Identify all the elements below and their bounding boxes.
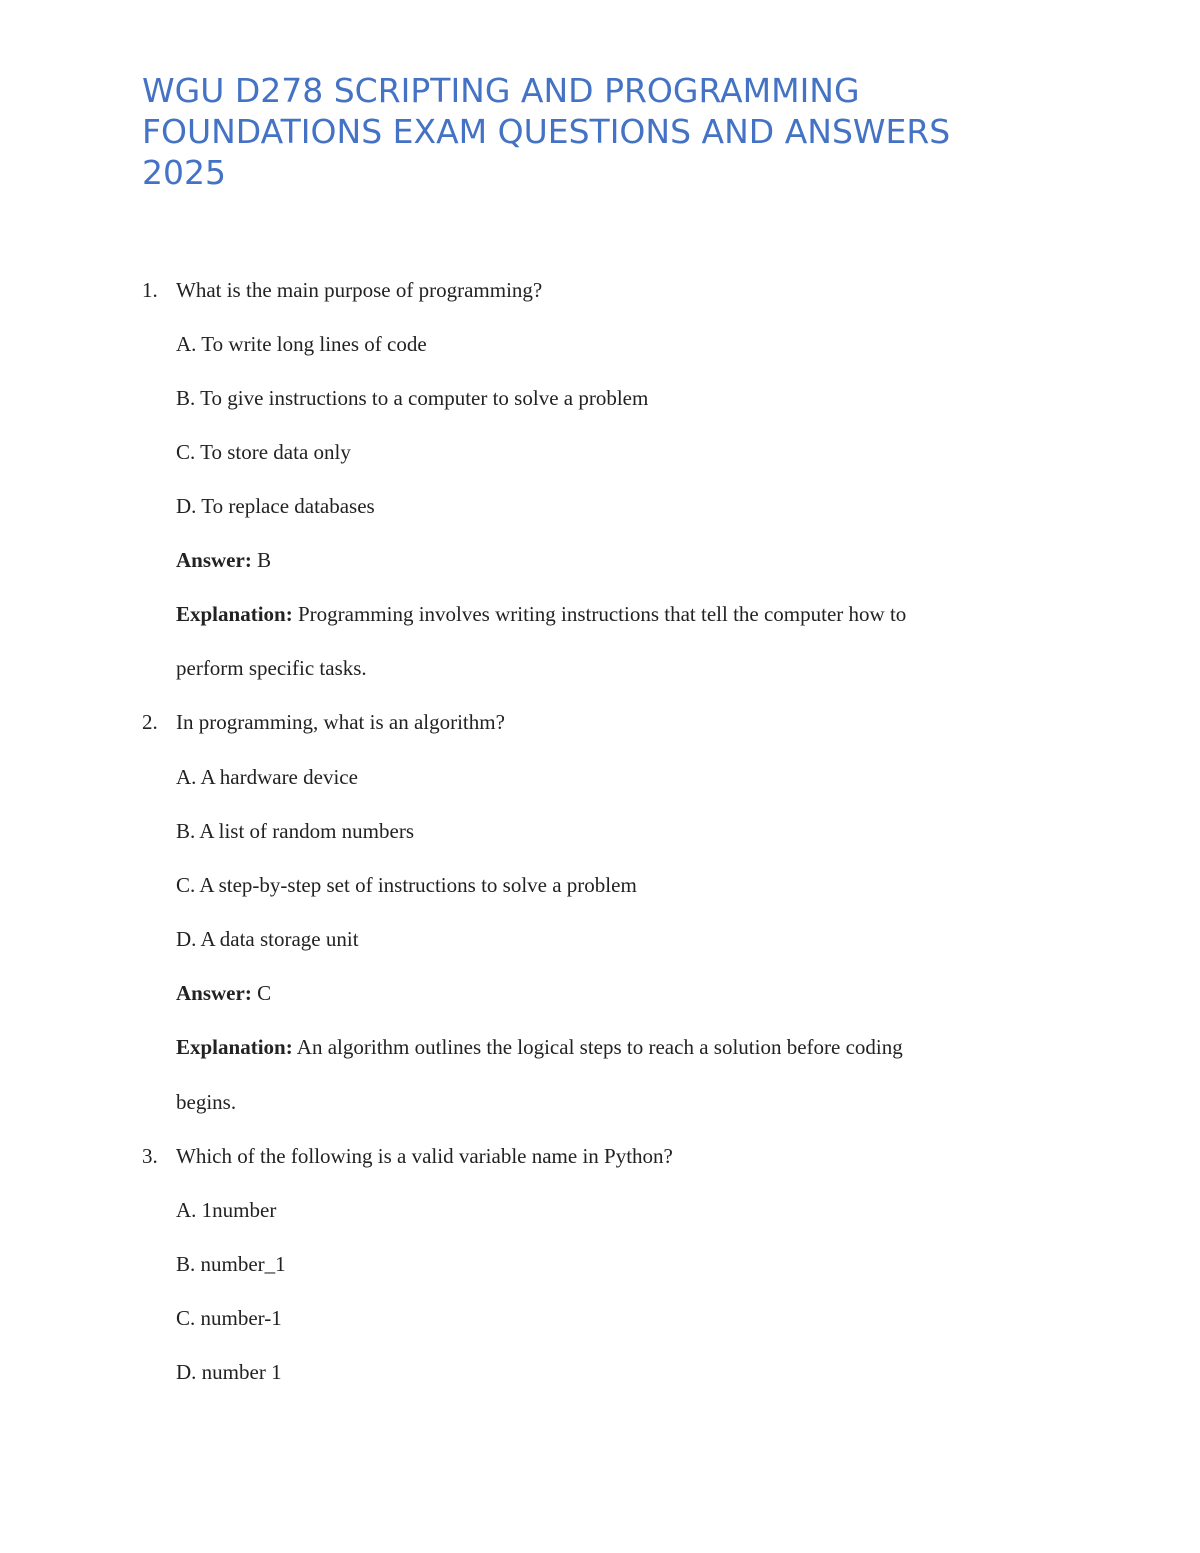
question-number: 2. <box>142 710 158 734</box>
answer-value: C <box>257 981 272 1005</box>
question-text: What is the main purpose of programming? <box>176 278 543 302</box>
option-a: A. 1number <box>176 1198 277 1222</box>
answer-line <box>176 546 271 574</box>
explanation-line <box>176 1033 903 1061</box>
option-b: B. number_1 <box>176 1252 286 1276</box>
option-c: C. A step-by-step set of instructions to solve a problem <box>176 873 637 897</box>
option-a: A. A hardware device <box>176 765 358 789</box>
option-b: B. A list of random numbers <box>176 819 414 843</box>
option-c: C. To store data only <box>176 440 351 464</box>
title-line: FOUNDATIONS EXAM QUESTIONS AND ANSWERS <box>142 112 951 151</box>
question-text: In programming, what is an algorithm? <box>176 710 505 734</box>
option-c: C. number-1 <box>176 1306 282 1330</box>
document-title <box>142 70 1042 193</box>
title-line: 2025 <box>142 153 226 192</box>
explanation-label: Explanation: <box>176 602 293 626</box>
explanation-text: An algorithm outlines the logical steps to reach a solution before coding <box>296 1035 903 1059</box>
question-number: 1. <box>142 278 158 302</box>
option-a: A. To write long lines of code <box>176 332 427 356</box>
answer-line <box>176 979 271 1007</box>
option-b: B. To give instructions to a computer to solve a problem <box>176 386 649 410</box>
explanation-continuation: perform specific tasks. <box>176 656 367 680</box>
title-line: WGU D278 SCRIPTING AND PROGRAMMING <box>142 71 860 110</box>
question-text: Which of the following is a valid variable name in Python? <box>176 1144 673 1168</box>
answer-value: B <box>257 548 272 572</box>
explanation-line <box>176 600 906 628</box>
explanation-continuation: begins. <box>176 1090 237 1114</box>
option-d: D. To replace databases <box>176 494 375 518</box>
option-d: D. number 1 <box>176 1360 282 1384</box>
option-d: D. A data storage unit <box>176 927 359 951</box>
answer-label: Answer: <box>176 981 252 1005</box>
answer-label: Answer: <box>176 548 252 572</box>
question-number: 3. <box>142 1144 158 1168</box>
explanation-text: Programming involves writing instructions that tell the computer how to <box>297 602 907 626</box>
explanation-label: Explanation: <box>176 1035 293 1059</box>
